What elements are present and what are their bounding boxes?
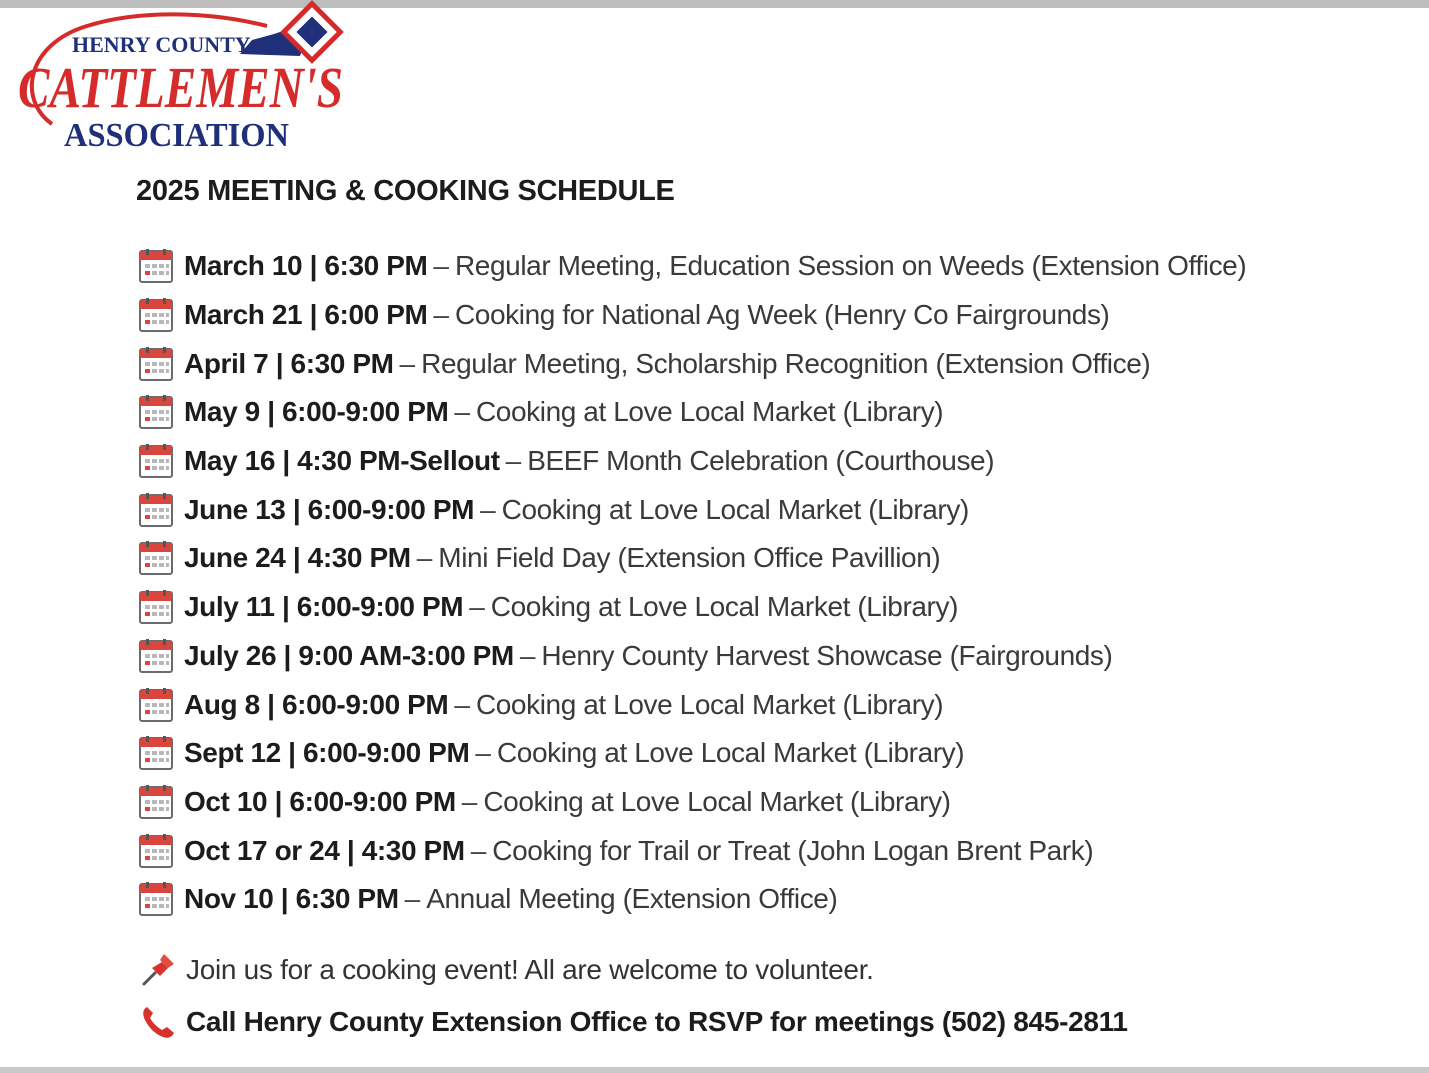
event-description: Cooking for National Ag Week (Henry Co Fairgrounds)	[454, 299, 1110, 331]
event-description: Cooking at Love Local Market (Library)	[475, 396, 944, 428]
event-item	[138, 437, 1246, 486]
event-description: Cooking at Love Local Market (Library)	[496, 737, 965, 769]
event-separator: –	[519, 639, 536, 671]
event-date-time: July 11 | 6:00-9:00 PM	[184, 591, 464, 623]
event-date-time: Oct 17 or 24 | 4:30 PM	[184, 834, 465, 866]
event-item	[138, 242, 1246, 291]
calendar-icon	[138, 443, 174, 479]
bottom-border	[0, 1067, 1429, 1073]
event-date-time: Aug 8 | 6:00-9:00 PM	[184, 688, 449, 720]
event-date-time: July 26 | 9:00 AM-3:00 PM	[184, 639, 514, 671]
event-item	[138, 826, 1246, 875]
event-item	[138, 485, 1246, 534]
event-separator: –	[399, 347, 416, 379]
event-separator: –	[480, 493, 496, 525]
calendar-icon	[138, 492, 174, 528]
calendar-icon	[138, 248, 174, 284]
event-item	[138, 875, 1246, 924]
event-date-time: Nov 10 | 6:30 PM	[184, 883, 399, 915]
event-item	[138, 291, 1246, 340]
event-separator: –	[404, 883, 421, 915]
volunteer-note	[138, 950, 874, 990]
event-date-time: Oct 10 | 6:00-9:00 PM	[184, 785, 456, 817]
event-item	[138, 339, 1246, 388]
event-separator: –	[433, 250, 449, 282]
event-separator: –	[470, 834, 487, 866]
event-list	[138, 242, 1246, 924]
rsvp-text: Call Henry County Extension Office to RSVP for meetings (502) 845-2811	[186, 1006, 1128, 1037]
event-description: Cooking at Love Local Market (Library)	[483, 785, 951, 817]
event-date-time: June 13 | 6:00-9:00 PM	[184, 493, 475, 525]
event-date-time: April 7 | 6:30 PM	[184, 347, 394, 379]
event-separator: –	[469, 591, 485, 623]
event-separator: –	[454, 688, 470, 720]
event-description: Cooking at Love Local Market (Library)	[501, 493, 969, 525]
svg-text:ASSOCIATION: ASSOCIATION	[64, 117, 290, 154]
rsvp-note	[138, 1002, 1128, 1042]
calendar-icon	[138, 784, 174, 820]
calendar-icon	[138, 735, 174, 771]
event-date-time: May 16 | 4:30 PM-Sellout	[184, 445, 500, 477]
event-item	[138, 583, 1246, 632]
event-separator: –	[433, 299, 449, 331]
event-date-time: Sept 12 | 6:00-9:00 PM	[184, 737, 470, 769]
calendar-icon	[138, 540, 174, 576]
event-description: Mini Field Day (Extension Office Pavillion)	[438, 542, 941, 574]
svg-text:CATTLEMEN'S: CATTLEMEN'S	[18, 55, 343, 120]
event-description: Regular Meeting, Scholarship Recognition (Extension Office)	[421, 347, 1151, 379]
event-description: Regular Meeting, Education Session on Weeds (Extension Office)	[454, 250, 1247, 282]
event-date-time: June 24 | 4:30 PM	[184, 542, 411, 574]
calendar-icon	[138, 589, 174, 625]
calendar-icon	[138, 394, 174, 430]
event-date-time: May 9 | 6:00-9:00 PM	[184, 396, 449, 428]
event-date-time: March 10 | 6:30 PM	[184, 250, 428, 282]
event-separator: –	[475, 737, 491, 769]
svg-text:HENRY COUNTY: HENRY COUNTY	[72, 32, 251, 57]
event-item	[138, 680, 1246, 729]
cattlemens-association-logo	[12, 4, 352, 154]
calendar-icon	[138, 881, 174, 917]
event-description: BEEF Month Celebration (Courthouse)	[527, 445, 995, 477]
event-separator: –	[505, 445, 522, 477]
event-description: Cooking for Trail or Treat (John Logan Brent Park)	[492, 834, 1094, 866]
event-separator: –	[461, 785, 478, 817]
event-description: Annual Meeting (Extension Office)	[426, 883, 838, 915]
event-separator: –	[416, 542, 433, 574]
event-item	[138, 388, 1246, 437]
event-description: Cooking at Love Local Market (Library)	[490, 591, 959, 623]
pushpin-icon	[138, 950, 178, 990]
schedule-title: 2025 MEETING & COOKING SCHEDULE	[136, 175, 675, 207]
telephone-icon	[138, 1002, 178, 1042]
event-separator: –	[454, 396, 470, 428]
event-description: Cooking at Love Local Market (Library)	[475, 688, 944, 720]
event-item	[138, 729, 1246, 778]
calendar-icon	[138, 833, 174, 869]
calendar-icon	[138, 297, 174, 333]
event-description: Henry County Harvest Showcase (Fairgrounds)	[541, 639, 1113, 671]
event-item	[138, 632, 1246, 681]
event-item	[138, 534, 1246, 583]
calendar-icon	[138, 346, 174, 382]
calendar-icon	[138, 638, 174, 674]
volunteer-text: Join us for a cooking event! All are welcome to volunteer.	[186, 954, 874, 985]
calendar-icon	[138, 687, 174, 723]
event-item	[138, 778, 1246, 827]
event-date-time: March 21 | 6:00 PM	[184, 299, 428, 331]
